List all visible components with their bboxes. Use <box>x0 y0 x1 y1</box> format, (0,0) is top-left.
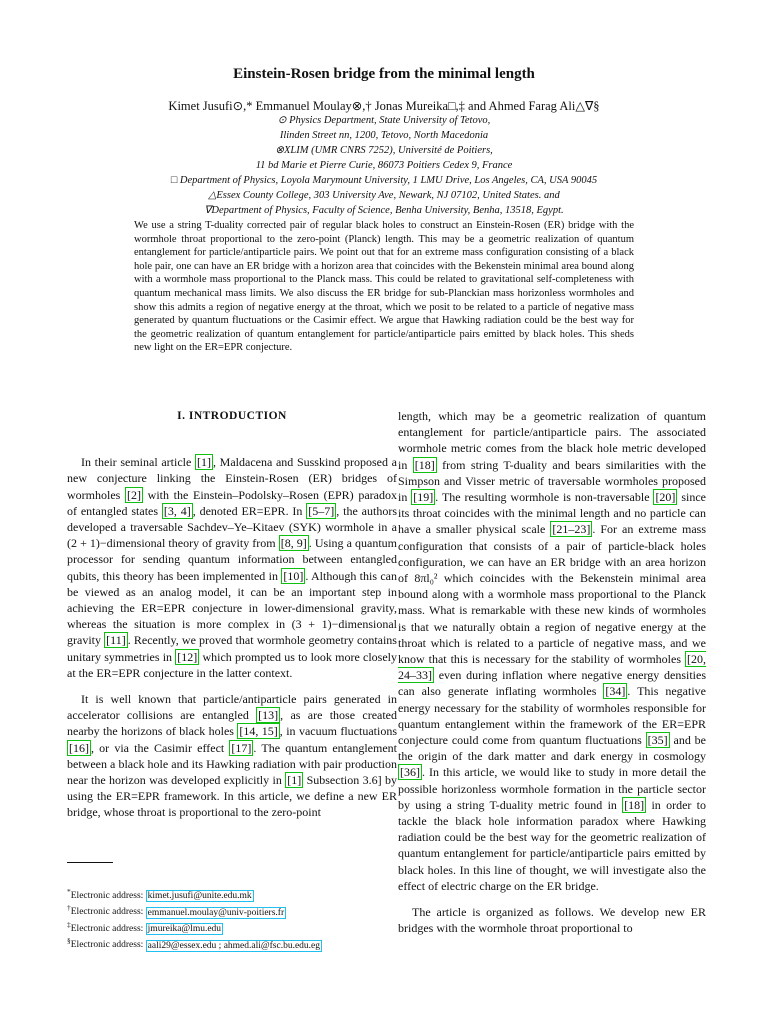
paragraph: In their seminal article [1] , Maldacena and Susskind proposed a new conjecture linking the Einstein-Rosen (ER) bridges of wormholes [2] with the Einstein–Podolsky–Rosen (EPR) paradox of entangled states [3, 4] , denoted ER=EPR. In [5–7] , the authors developed a traversable Sachdev–Ye–Kitaev (SYK) wormhole in a (2 + 1)−dimensional theory of gravity from [8, 9] . Using a quantum processor for sending quantum information between entangled qubits, this theory has been implemented in [10] . Although this can be viewed as an analog model, it can be an important step in achieving the ER=EPR conjecture in lower-dimensional gravity, whereas the situation is more complex in (3 + 1)−dimensional gravity [11] . Recently, we proved that wormhole geometry contains unitary symmetries in [12] which prompted us to look more closely at the ER=EPR conjecture in the latter context. <box>67 455 398 680</box>
citation-link[interactable]: [21–23] <box>552 522 591 537</box>
footnote: *Electronic address: kimet.jusufi@unite.edu.mk <box>67 887 252 902</box>
affiliation-line: ⊗XLIM (UMR CNRS 7252), Université de Poitiers, <box>275 145 493 156</box>
citation-link[interactable]: [16] <box>69 740 89 755</box>
citation-link[interactable]: [1] <box>287 773 302 788</box>
paper-title: Einstein-Rosen bridge from the minimal length <box>233 66 535 82</box>
email-link[interactable]: jmureika@lmu.edu <box>147 924 222 935</box>
paragraph: The article is organized as follows. We develop new ER bridges with the wormhole throat proportional to <box>398 905 706 936</box>
footnotes <box>67 886 397 952</box>
author-list: Kimet Jusufi⊙,* Emmanuel Moulay⊗,† Jonas Mureika□,‡ and Ahmed Farag Ali△∇§ <box>168 99 600 113</box>
citation-link[interactable]: [13] <box>258 708 279 723</box>
citation-link[interactable]: [3, 4] <box>163 503 191 518</box>
abstract: We use a string T-duality corrected pair of regular black holes to construct an Einstein-Rosen (ER) bridge with the wormhole throat proportional to the zero-point (Planck) length. This may be a geometric realization of quantum entanglement for particle/antiparticle pairs. We point out that for an extreme mass configuration consisting of a black hole pair, one can have an ER bridge with a horizon area that coincides with the Bekenstein minimal area bound along with a wormhole mass proportional to the Planck mass. This could be related to gravitational self-completeness with quantum mechanical mass limits. We also discuss the ER bridge for sub-Planckian mass horizonless wormholes and show this admits a region of negative energy at the throat, which we posit to be related to a particle of negative mass generated by quantum fluctuations or the Casimir effect. We argue that Hawking radiation could be the best way for the geometric realization of quantum entanglement for particle/antiparticle pairs emitted by black holes. This sheds new light on the ER=EPR conjecture. <box>134 220 634 354</box>
citation-link[interactable]: [12] <box>177 649 198 664</box>
paragraph: It is well known that particle/antiparticle pairs generated in accelerator collisions are entangled [13] , as are those created nearby the horizons of black holes [14, 15] , in vacuum fluctuations [16] , or via the Casimir effect [17] . The quantum entanglement between a black hole and its Hawking radiation with pair production near the horizon was developed explicitly in [1] Subsection 3.6] by using the ER=EPR framework. In this article, we define a new ER bridge, whose throat is proportional to the zero-point <box>67 692 398 820</box>
citation-link[interactable]: [14, 15] <box>239 724 278 739</box>
citation-link[interactable]: [18] <box>414 457 435 472</box>
affiliation-line: Ilinden Street nn, 1200, Tetovo, North Macedonia <box>279 130 489 141</box>
email-link[interactable]: kimet.jusufi@unite.edu.mk <box>147 891 252 902</box>
citation-link[interactable]: [5–7] <box>308 503 335 518</box>
affiliation-line: ∇Department of Physics, Faculty of Science, Benha University, Benha, 13518, Egypt. <box>204 205 564 216</box>
paragraph: length, which may be a geometric realization of quantum entanglement for particle/antiparticle pairs. The associated wormhole metric comes from the black hole metric developed in [18] from string T-duality and bears similarities with the Simpson and Visser metric of traversable wormholes proposed in [19] . The resulting wormhole is non-traversable [20] since its throat coincides with the minimal length and no particle can have a smaller physical scale [21–23] . For an extreme mass configuration that consists of a pair of particle-black holes configuration, we can have an ER bridge with an area horizon of 8πl₀² which coincides with the Bekenstein minimal area bound along with a wormhole mass proportional to the Planck mass. What is remarkable with these new kinds of wormholes is that we naturally obtain a region of negative energy at the throat which is related to a particle of negative mass, and we know that this is necessary for the stability of wormholes [20, 24–33] even during inflation where negative energy densities can also generate inflating wormholes [34] . This negative energy necessary for the stability of wormholes responsible for quantum entanglement within the framework of the ER=EPR conjecture could come from quantum fluctuations [35] and be the origin of the dark matter and dark energy in cosmology [36] . In this article, we would like to study in more detail the possible horizonless wormhole formation in the particle sector by using a string T-duality metric found in [18] in order to tackle the black hole information paradox where Hawking radiation could be the best way for the geometric realization of quantum entanglement for particle/antiparticle pairs emitted by black holes. In this line of thought, we will investigate also the effect of electric charge on the ER bridge. <box>398 409 707 893</box>
citation-link[interactable]: [18] <box>624 797 645 812</box>
affiliation-line: 11 bd Marie et Pierre Curie, 86073 Poitiers Cedex 9, France <box>255 160 513 171</box>
citation-link[interactable]: [2] <box>127 487 141 502</box>
citation-link[interactable]: [36] <box>400 765 420 780</box>
right-column <box>398 408 706 947</box>
affiliation-line: ⊙ Physics Department, State University of Tetovo, <box>277 115 491 126</box>
email-link[interactable]: emmanuel.moulay@univ-poitiers.fr <box>147 907 285 918</box>
footnote-rule <box>67 862 113 863</box>
footnote: §Electronic address: aali29@essex.edu ; ahmed.ali@fsc.bu.edu.eg <box>67 936 321 951</box>
citation-link[interactable]: [34] <box>605 684 626 699</box>
citation-link[interactable]: [11] <box>106 633 126 648</box>
citation-link[interactable]: [20, 24–33] <box>398 652 706 683</box>
citation-link[interactable]: [35] <box>647 733 668 748</box>
affiliation-line: △Essex County College, 303 University Ave, Newark, NJ 07102, United States. and <box>208 190 560 201</box>
footnote: ‡Electronic address: jmureika@lmu.edu <box>67 919 222 935</box>
affiliation-line: □ Department of Physics, Loyola Marymount University, 1 LMU Drive, Los Angeles, CA, USA 90045 <box>170 175 598 186</box>
footnote: †Electronic address: emmanuel.moulay@univ-poitiers.fr <box>67 903 285 918</box>
left-column <box>67 408 397 831</box>
citation-link[interactable]: [1] <box>196 455 211 470</box>
citation-link[interactable]: [20] <box>655 490 676 505</box>
citation-link[interactable]: [8, 9] <box>280 536 307 551</box>
citation-link[interactable]: [17] <box>231 740 252 755</box>
email-link[interactable]: aali29@essex.edu ; ahmed.ali@fsc.bu.edu.eg <box>147 940 321 951</box>
citation-link[interactable]: [19] <box>413 490 434 505</box>
section-heading: I. INTRODUCTION <box>177 410 287 422</box>
citation-link[interactable]: [10] <box>283 568 304 583</box>
